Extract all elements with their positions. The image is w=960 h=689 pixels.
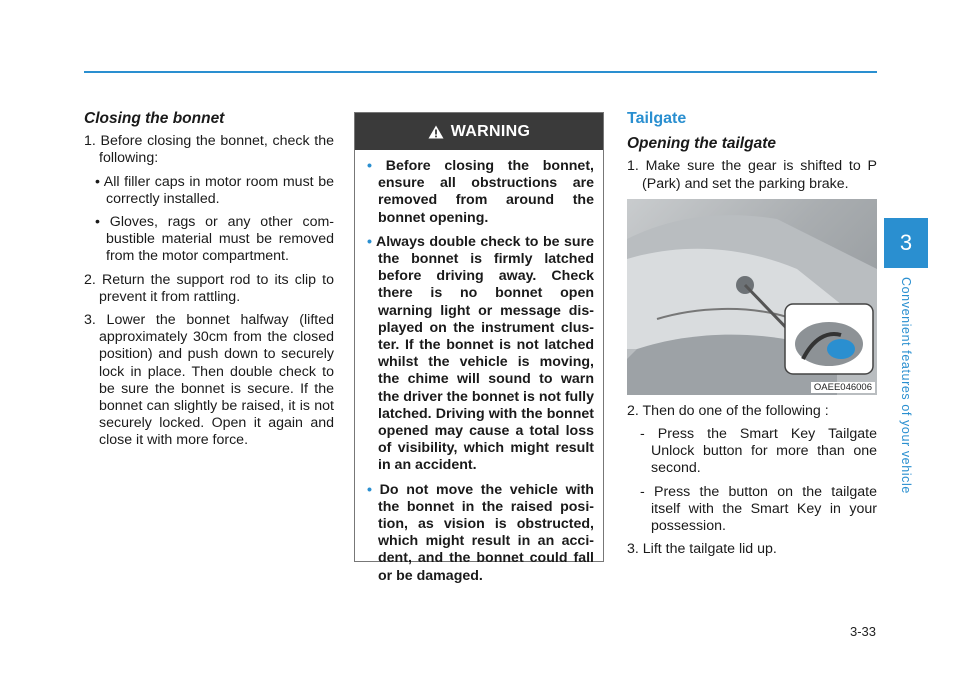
opening-tailgate-heading: Opening the tailgate (627, 135, 776, 153)
bonnet-step-3: 3. Lower the bonnet halfway (lifted approximately 30cm from the closed position) and push down to securely lock in place. Then double check to be sure the bonnet is secure. If the bonnet can slightly be raised, it is not securely locked. Open it again and close it with more force. (84, 312, 334, 449)
closing-bonnet-heading: Closing the bonnet (84, 110, 225, 127)
warning-triangle-icon (428, 125, 444, 139)
tailgate-section (627, 110, 877, 564)
bonnet-step-1: 1. Before closing the bonnet, check the following: (84, 133, 334, 167)
warning-item-text: Always double check to be sure the bonnet is firmly latched before driving away. Check there is no bonnet open warning light or message dis-played on the instrument clus-ter. If the bonnet is not latched whilst the vehicle is moving, the chime will sound to warn the driver the bonnet is not fully latched. Driving with the bonnet opened may cause a total loss of visibility, which might result in an accident. (375, 233, 594, 474)
warning-item (365, 234, 594, 475)
warning-item (365, 482, 594, 585)
chapter-title: Convenient features of your vehicle (899, 276, 913, 494)
tailgate-step-1: 1. Make sure the gear is shifted to P (Park) and set the parking brake. (627, 158, 877, 192)
tailgate-step-2: 2. Then do one of the following : (627, 402, 829, 419)
chapter-tab (884, 218, 928, 268)
warning-box (354, 112, 604, 584)
header-rule (84, 71, 877, 73)
chapter-number: 3 (899, 230, 913, 255)
image-code: OAEE046006 (811, 382, 875, 393)
bonnet-bullet-2: • Gloves, rags or any other com-bustible material must be removed from the motor compartment. (95, 214, 334, 265)
warning-title: WARNING (450, 122, 531, 140)
car-rear-illustration (627, 199, 877, 395)
bullet-icon: • (367, 233, 372, 250)
page-number: 3-33 (849, 624, 876, 639)
bullet-icon: • (367, 158, 372, 174)
warning-body (355, 150, 603, 585)
warning-item-text: Before closing the bonnet, ensure all obstructions are removed from around the bonnet opening. (378, 158, 594, 226)
bonnet-step-2: 2. Return the support rod to its clip to prevent it from rattling. (84, 271, 334, 305)
tailgate-option-2: - Press the button on the tailgate itself with the Smart Key in your possession. (640, 483, 877, 535)
tailgate-photo (627, 199, 877, 395)
warning-item-text: Do not move the vehicle with the bonnet in the raised posi-tion, as vision is obstructed, which might result in an acci-dent, and the bonnet could fall or be damaged. (378, 481, 594, 584)
warning-header (355, 113, 603, 150)
tailgate-section-title: Tailgate (627, 110, 687, 127)
chapter-title-container (884, 270, 928, 500)
bonnet-bullet-1: • All filler caps in motor room must be correctly installed. (95, 173, 334, 207)
tailgate-option-1: - Press the Smart Key Tailgate Unlock button for more than one second. (640, 426, 877, 477)
bullet-icon: • (367, 481, 372, 498)
warning-item (365, 158, 594, 227)
tailgate-step-3: 3. Lift the tailgate lid up. (627, 541, 777, 558)
bonnet-section (84, 110, 334, 456)
